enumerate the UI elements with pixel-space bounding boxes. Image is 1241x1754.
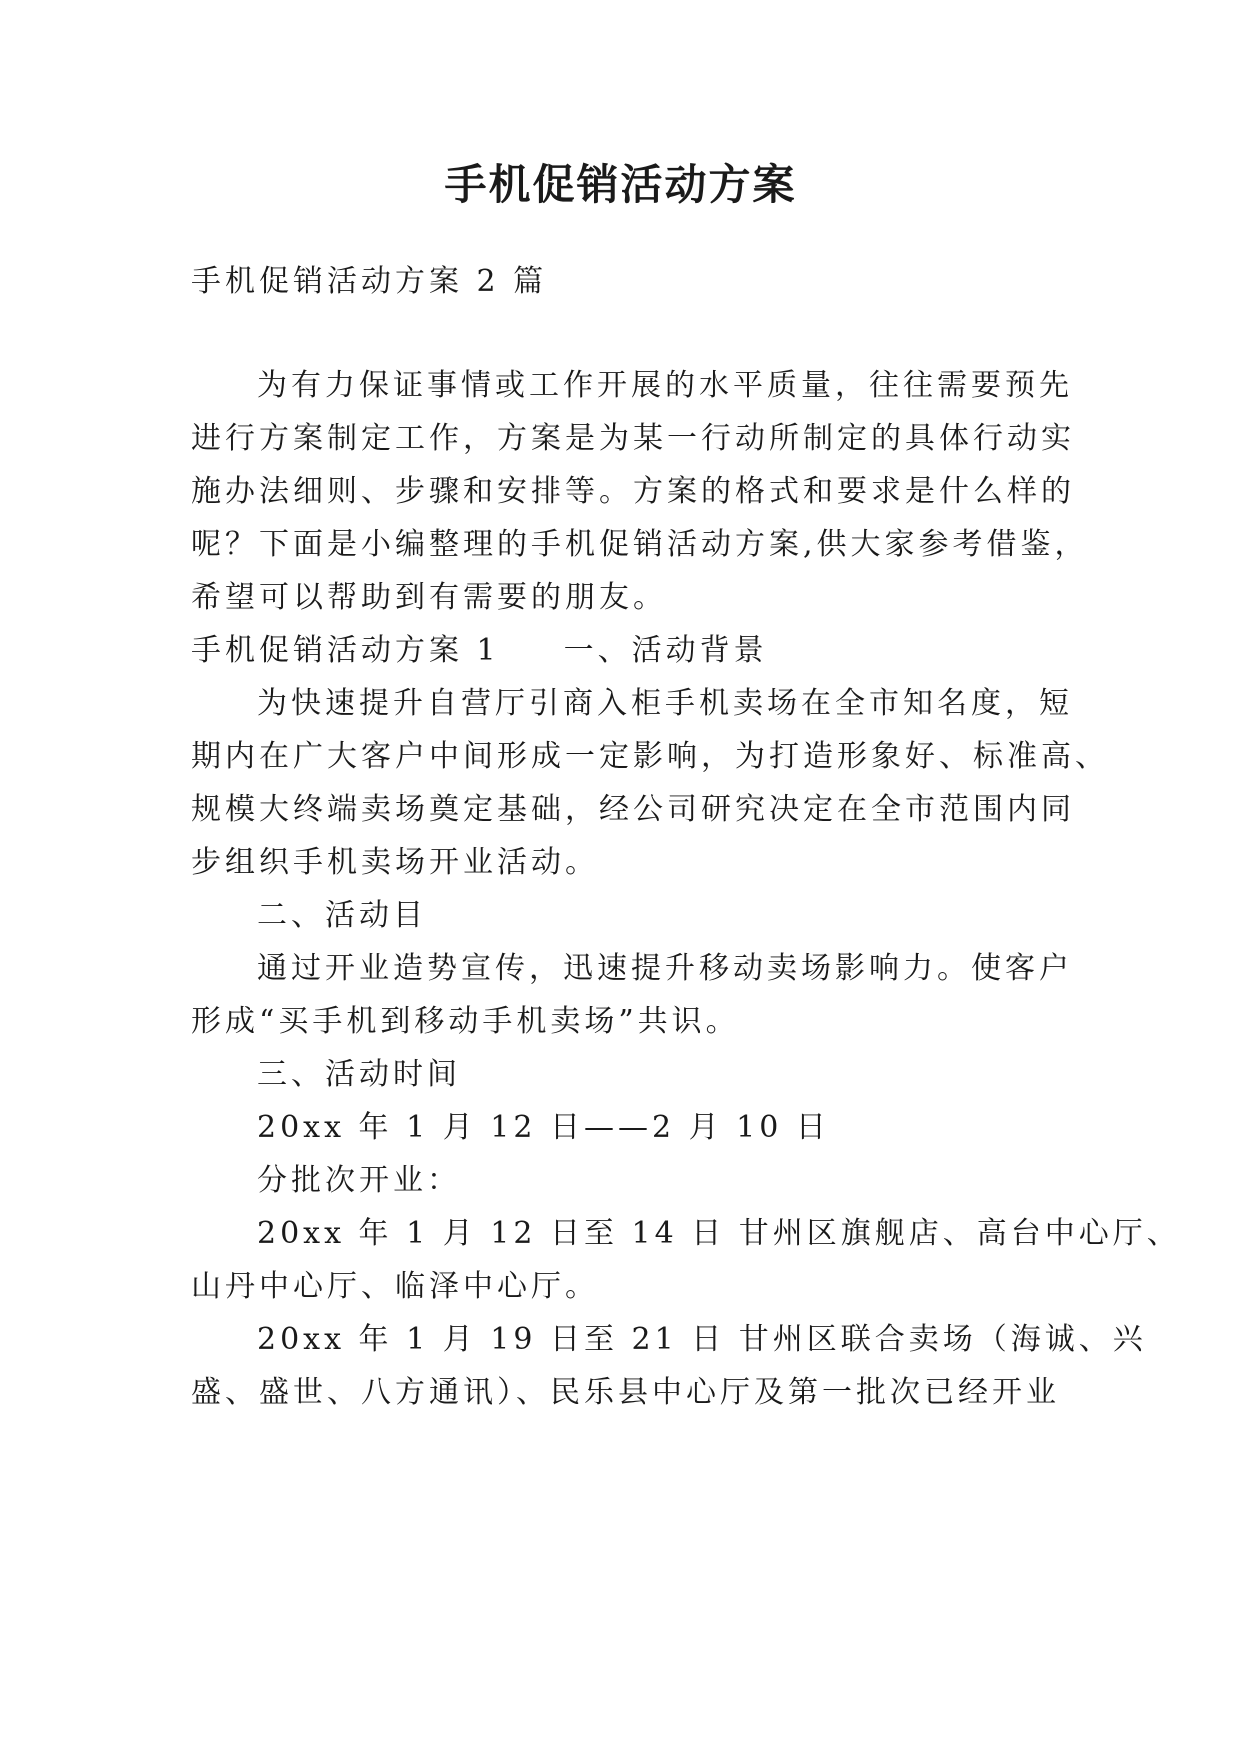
- section2-line: 通过开业造势宣传，迅速提升移动卖场影响力。使客户: [257, 951, 1073, 986]
- section1-line: 规模大终端卖场奠定基础，经公司研究决定在全市范围内同: [191, 792, 1075, 827]
- batch-label: 分批次开业：: [257, 1163, 461, 1198]
- section1-line: 为快速提升自营厅引商入柜手机卖场在全市知名度，短: [257, 686, 1073, 721]
- section2-line: 形成“买手机到移动手机卖场”共识。: [191, 1004, 740, 1039]
- intro-line: 为有力保证事情或工作开展的水平质量，往往需要预先: [257, 368, 1073, 403]
- page-title: 手机促销活动方案: [444, 160, 797, 209]
- intro-line: 施办法细则、步骤和安排等。方案的格式和要求是什么样的: [191, 474, 1075, 509]
- intro-line: 呢？下面是小编整理的手机促销活动方案,供大家参考借鉴，: [191, 527, 1089, 562]
- section3-heading: 三、活动时间: [257, 1057, 461, 1092]
- batch2-line: 20xx 年 1 月 19 日至 21 日 甘州区联合卖场（海诚、兴: [257, 1322, 1147, 1357]
- intro-line: 希望可以帮助到有需要的朋友。: [191, 580, 667, 615]
- section1-line: 期内在广大客户中间形成一定影响，为打造形象好、标准高、: [191, 739, 1109, 774]
- batch2-line: 盛、盛世、八方通讯）、民乐县中心厅及第一批次已经开业: [191, 1375, 1060, 1410]
- section1-heading: 一、活动背景: [563, 633, 768, 668]
- document-subtitle: 手机促销活动方案 2 篇: [191, 264, 548, 299]
- section3-date-range: 20xx 年 1 月 12 日——2 月 10 日: [257, 1110, 830, 1145]
- section1-line: 步组织手机卖场开业活动。: [191, 845, 599, 880]
- section2-heading: 二、活动目: [257, 898, 427, 933]
- batch1-line: 20xx 年 1 月 12 日至 14 日 甘州区旗舰店、高台中心厅、: [257, 1216, 1181, 1251]
- intro-line: 进行方案制定工作，方案是为某一行动所制定的具体行动实: [191, 421, 1075, 456]
- plan1-label: 手机促销活动方案 1: [191, 633, 500, 668]
- plan1-header-line: [191, 631, 768, 671]
- batch1-line: 山丹中心厅、临泽中心厅。: [191, 1269, 599, 1304]
